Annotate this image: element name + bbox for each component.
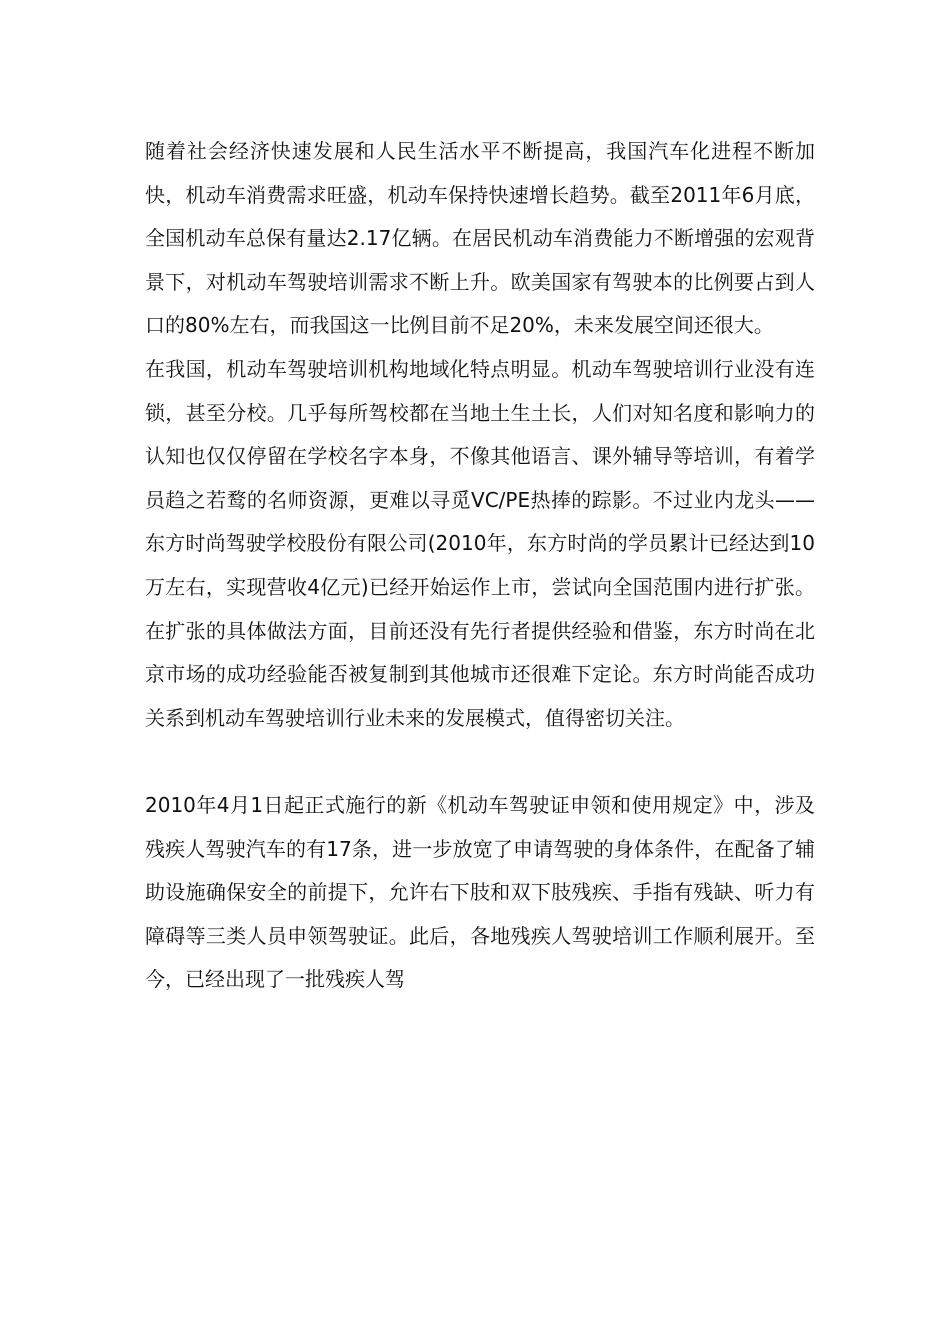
document-page [145, 130, 815, 1002]
paragraph-spacer [145, 740, 815, 784]
paragraph-car-ownership-growth: 随着社会经济快速发展和人民生活水平不断提高，我国汽车化进程不断加快，机动车消费需求旺盛，机动车保持快速增长趋势。截至2011年6月底，全国机动车总保有量达2.17亿辆。在居民机动车消费能力不断增强的宏观背景下，对机动车驾驶培训需求不断上升。欧美国家有驾驶本的比例要占到人口的80%左右，而我国这一比例目前不足20%，未来发展空间还很大。 [145, 139, 815, 338]
paragraph-driving-school-industry: 在我国，机动车驾驶培训机构地域化特点明显。机动车驾驶培训行业没有连锁，甚至分校。几乎每所驾校都在当地土生土长，人们对知名度和影响力的认知也仅仅停留在学校名字本身，不像其他语言、课外辅导等培训，有着学员趋之若鹜的名师资源，更难以寻觅VC/PE热捧的踪影。不过业内龙头——东方时尚驾驶学校股份有限公司(2010年，东方时尚的学员累计已经达到10万左右，实现营收4亿元)已经开始运作上市，尝试向全国范围内进行扩张。在扩张的具体做法方面，目前还没有先行者提供经验和借鉴，东方时尚在北京市场的成功经验能否被复制到其他城市还很难下定论。东方时尚能否成功关系到机动车驾驶培训行业未来的发展模式，值得密切关注。 [145, 356, 815, 730]
paragraph-disabled-driver-regulation: 2010年4月1日起正式施行的新《机动车驾驶证申领和使用规定》中，涉及残疾人驾驶汽车的有17条，进一步放宽了申请驾驶的身体条件，在配备了辅助设施确保安全的前提下，允许右下肢和双下肢残疾、手指有残缺、听力有障碍等三类人员申领驾驶证。此后，各地残疾人驾驶培训工作顺利展开。至今，已经出现了一批残疾人驾 [145, 792, 815, 992]
